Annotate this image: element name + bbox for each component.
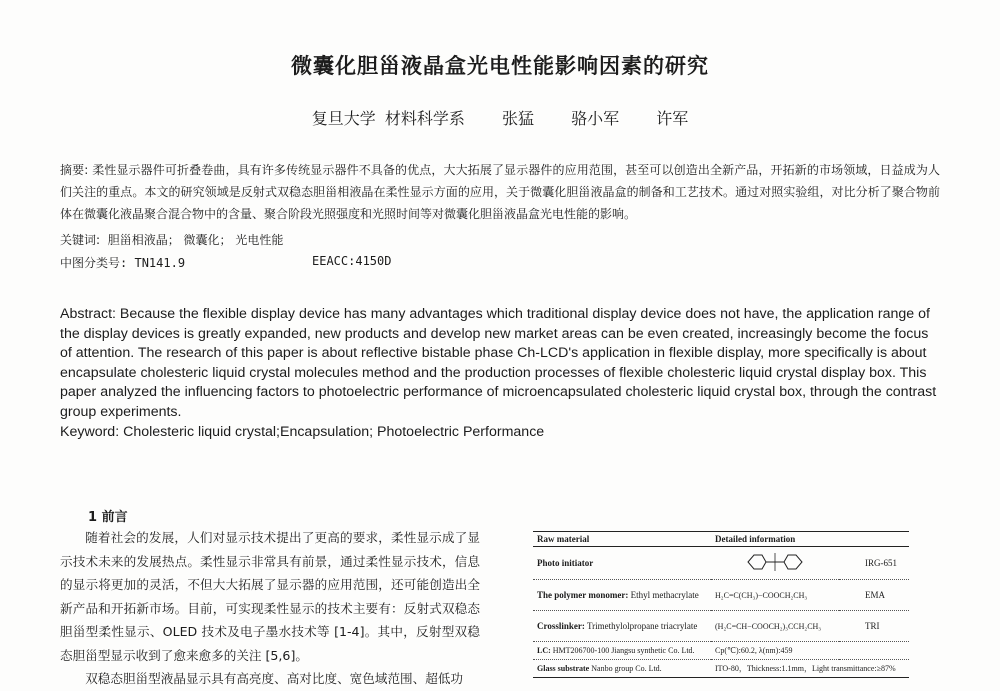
- table-row: [533, 580, 909, 611]
- table-row: [533, 547, 909, 580]
- table-cell: IRG-651: [865, 558, 897, 568]
- keywords-label: 关键词:: [60, 233, 101, 247]
- table-cell: The polymer monomer: Ethyl methacrylate: [533, 580, 711, 611]
- table-cell: (H₂C=CH−COOCH₂)₃CCH₂CH₃: [711, 611, 839, 642]
- table-header-row: [533, 532, 909, 547]
- table-cell: Photo initiator: [537, 558, 594, 568]
- chinese-keywords: [60, 231, 283, 248]
- benzil-dimethylketal-structure-icon: [740, 549, 810, 575]
- paper-title: 微囊化胆甾液晶盒光电性能影响因素的研究: [291, 54, 709, 78]
- section-body: [60, 526, 480, 691]
- table-row: [533, 611, 909, 642]
- affiliation: 复旦大学 材料科学系: [311, 109, 465, 128]
- abstract-text: 柔性显示器件可折叠卷曲，具有许多传统显示器件不具备的优点，大大拓展了显示器件的应用范围，甚至可以创造出全新产品，开拓新的市场领域，日益成为人们关注的重点。本文的研究领域是反射式双稳态胆甾相液晶在柔性显示方面的应用，关于微囊化胆甾液晶盒的制备和工艺技术。通过对照实验组，对比分析了聚合物前体在微囊化液晶聚合混合物中的含量、聚合阶段光照强度和光照时间等对微囊化胆甾液晶盒光电性能的影响。: [60, 163, 940, 221]
- eeacc-code: EEACC:4150D: [312, 254, 392, 268]
- table-row: [533, 642, 909, 660]
- table-header: Detailed information: [711, 532, 909, 547]
- table-cell: EMA: [839, 580, 909, 611]
- table-cell: Glass substrate Nanbo group Co. Ltd.: [533, 660, 711, 678]
- author-name: 许军: [656, 109, 689, 128]
- table-row: [533, 660, 909, 678]
- chinese-abstract: [60, 159, 940, 225]
- body-paragraph: 随着社会的发展，人们对显示技术提出了更高的要求，柔性显示成了显示技术未来的发展热点。柔性显示非常具有前景，通过柔性显示技术，信息的显示将更加的灵活，不但大大拓展了显示器的应用范围，还可能创造出全新产品和开拓新市场。目前，可实现柔性显示的技术主要有：反射式双稳态胆甾型柔性显示、OLED 技术及电子墨水技术等 [1-4]。其中，反射型双稳态胆甾型显示收到了愈来愈多的关注 [5,6]。: [60, 530, 480, 663]
- table-cell: ITO-80，Thickness:1.1mm，Light transmittance:≥87%: [711, 660, 909, 678]
- structure-image: [711, 547, 839, 580]
- author-name: 张猛: [501, 109, 534, 128]
- author-line: [0, 106, 1000, 129]
- table-cell: LC: HMT206700-100 Jiangsu synthetic Co. Ltd.: [533, 642, 711, 660]
- table-cell: TRI: [839, 611, 909, 642]
- table-header: Raw material: [533, 532, 711, 547]
- classification-value: TN141.9: [134, 256, 186, 270]
- table-cell: H₂C=C(CH₃)−COOCH₂CH₃: [711, 580, 839, 611]
- classification-line: [60, 254, 392, 271]
- materials-table: [533, 531, 909, 678]
- body-paragraph: 双稳态胆甾型液晶显示具有高亮度、高对比度、宽色域范围、超低功: [85, 671, 463, 686]
- english-keywords: Keyword: Cholesteric liquid crystal;Encapsulation; Photoelectric Performance: [60, 424, 545, 440]
- classification-label: 中图分类号:: [60, 256, 128, 270]
- keywords-text: 胆甾相液晶； 微囊化； 光电性能: [107, 233, 284, 247]
- table-cell: Crosslinker: Trimethylolpropane triacrylate: [533, 611, 711, 642]
- section-heading: 1 前言: [88, 510, 128, 525]
- table-cell: Cp(℃):60.2, λ(nm):459: [711, 642, 909, 660]
- abstract-label: 摘要:: [60, 163, 89, 177]
- english-abstract: Abstract: Because the flexible display device has many advantages which traditional display device does not have, the application range of the display devices is greatly expanded, new products and develop new market areas can be even created, increasingly become the focus of attention. The research of this paper is about reflective bistable phase Ch-LCD's application in flexible display, more specifically is about encapsulate cholesteric liquid crystal molecules method and the production processes of flexible cholesteric liquid crystal display box. This paper analyzed the influencing factors to photoelectric performance of microencapsulated cholesteric liquid crystal box, through the contrast group experiments.: [60, 306, 937, 420]
- author-name: 骆小军: [571, 109, 620, 128]
